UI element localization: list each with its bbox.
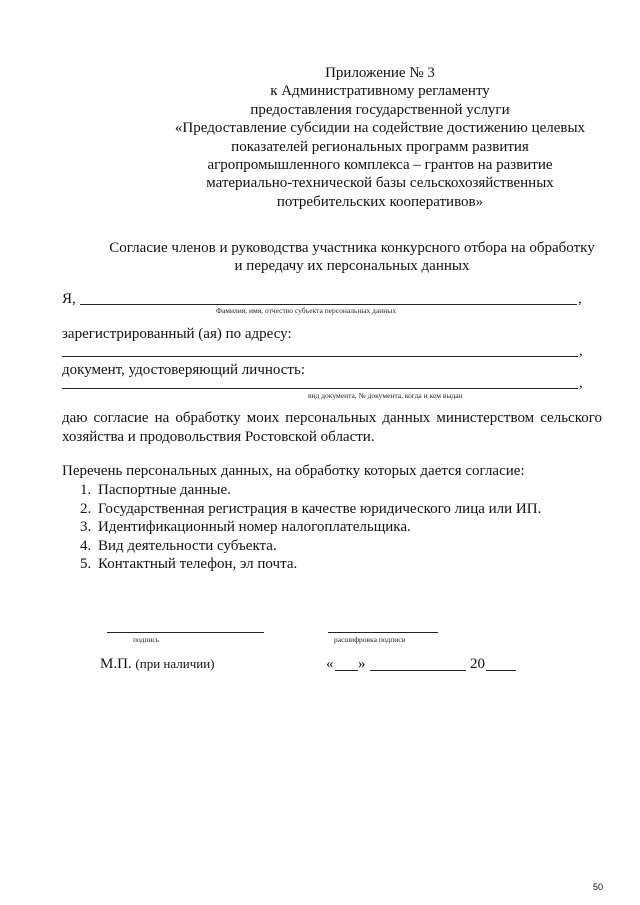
appendix-line: предоставления государственной услуги — [250, 101, 510, 118]
appendix-line: потребительских кооперативов» — [276, 193, 484, 210]
stamp-label — [100, 655, 214, 673]
list-item-text: Контактный телефон, эл почта. — [98, 556, 298, 573]
document-label: документ, удостоверяющий личность: — [62, 362, 305, 378]
i-label: Я, — [62, 291, 76, 307]
name-comma: , — [578, 291, 582, 307]
date-open-quote: « — [326, 656, 334, 672]
list-item-number: 5. — [80, 556, 92, 573]
document-caption: вид документа, № документа, когда и кем выдан — [308, 391, 463, 400]
list-item-text: Государственная регистрация в качестве юридического лица или ИП. — [98, 500, 542, 517]
appendix-line: Приложение № 3 — [325, 65, 435, 81]
list-item-number: 2. — [80, 500, 92, 517]
list-item — [80, 481, 541, 500]
stamp-label-text: М.П. — [100, 656, 132, 672]
consent-paragraph: даю согласие на обработку моих персональных данных министерством сельского хозяйства и продовольствия Ростовской области. — [62, 410, 602, 445]
date-month-line[interactable] — [370, 670, 466, 671]
list-item-number: 1. — [80, 482, 92, 498]
date-year-line[interactable] — [486, 670, 516, 671]
list-item-number: 4. — [80, 537, 92, 554]
appendix-line: «Предоставление субсидии на содействие достижению целевых — [174, 120, 586, 137]
signature-decode-caption: расшифровка подписи — [334, 635, 406, 644]
document-field-line[interactable] — [62, 388, 578, 389]
appendix-header — [160, 64, 600, 211]
appendix-line: агропромышленного комплекса – грантов на развитие — [207, 157, 553, 174]
name-caption: Фамилия, имя, отчество субъекта персональных данных — [216, 306, 397, 315]
list-item — [80, 555, 541, 574]
appendix-line: показателей региональных программ развития — [231, 138, 529, 155]
consent-title-line-1: Согласие членов и руководства участника конкурсного отбора на обработку — [109, 240, 595, 256]
name-field-line[interactable] — [80, 304, 577, 305]
page-number: 50 — [592, 882, 603, 892]
consent-title — [62, 239, 640, 276]
personal-data-list — [80, 481, 541, 574]
list-item — [80, 537, 541, 556]
address-label: зарегистрированный (ая) по адресу: — [62, 326, 292, 342]
date-year-prefix: 20 — [470, 656, 485, 672]
list-item-text: Идентификационный номер налогоплательщика. — [98, 519, 411, 536]
date-day-line[interactable] — [335, 670, 358, 671]
appendix-line: к Административному регламенту — [270, 83, 490, 100]
list-item-text: Вид деятельности субъекта. — [98, 537, 277, 554]
appendix-line: материально-технической базы сельскохозяйственных — [206, 175, 554, 192]
list-item-number: 3. — [80, 519, 92, 536]
consent-title-line-2: и передачу их персональных данных — [234, 258, 470, 275]
address-comma: , — [579, 343, 583, 359]
list-item-text: Паспортные данные. — [98, 482, 231, 498]
signature-decode-line[interactable] — [328, 632, 438, 633]
document-comma: , — [579, 375, 583, 391]
address-field-line[interactable] — [62, 356, 578, 357]
signature-caption: подпись — [133, 635, 160, 644]
stamp-note: (при наличии) — [135, 656, 215, 671]
date-close-quote: » — [358, 656, 366, 672]
signature-line[interactable] — [107, 632, 264, 633]
list-item — [80, 518, 541, 537]
list-item — [80, 500, 541, 519]
list-intro: Перечень персональных данных, на обработку которых дается согласие: — [62, 463, 525, 479]
